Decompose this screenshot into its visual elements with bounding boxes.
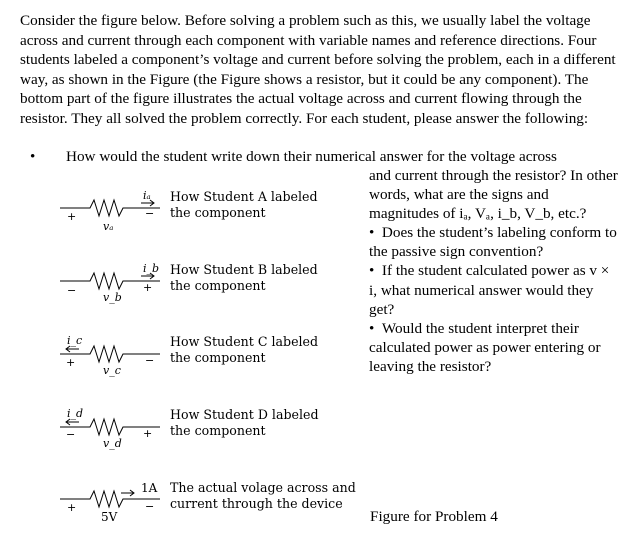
voltage-a: vₐ bbox=[103, 220, 114, 233]
circuit-actual-label: The actual volage across and current through the device bbox=[170, 480, 356, 511]
sign-a-right: − bbox=[145, 207, 155, 220]
circuit-c-label: How Student C labeled the component bbox=[170, 334, 319, 365]
question-rest: and current through the resistor? In other words, what are the signs and magnitudes of iₐ, Vₐ, i_b, V_b, etc.? bbox=[369, 167, 618, 223]
sub-bullet-1: • Does the student’s labeling conform to the passive sign convention? bbox=[369, 224, 617, 261]
voltage-actual: 5V bbox=[101, 510, 118, 524]
current-d: i_d bbox=[67, 407, 84, 420]
sub-bullet-2: • If the student calculated power as v × i, what numerical answer would they get? bbox=[369, 262, 610, 318]
current-c: i_c bbox=[67, 334, 83, 347]
circuit-b-label: How Student B labeled the component bbox=[170, 262, 318, 293]
intro-paragraph: Consider the figure below. Before solving a problem such as this, we usually label the voltage across and current through each component with variable names and reference directions. Four students labeled a component’s voltage and current before solving the problem, each in a different way, as shown in the Figure (the Figure shows a resistor, but it could be any component). The bottom part of the figure illustrates the actual voltage across and current flowing through the resistor. They all solved the problem correctly. For each student, please answer the following: bbox=[20, 12, 616, 127]
sign-b-right: + bbox=[143, 281, 153, 294]
current-a: iₐ bbox=[143, 189, 151, 202]
voltage-c: v_c bbox=[103, 364, 121, 377]
sign-c-left: + bbox=[66, 356, 76, 369]
sign-c-right: − bbox=[145, 354, 155, 367]
question-line-1: How would the student write down their numerical answer for the voltage across bbox=[66, 148, 557, 165]
main-bullet: • bbox=[30, 148, 36, 165]
sign-d-left: − bbox=[66, 428, 76, 441]
sign-d-right: + bbox=[143, 427, 153, 440]
sign-a-left: + bbox=[67, 210, 77, 223]
circuit-d-label: How Student D labeled the component bbox=[170, 407, 319, 438]
sign-actual-right: − bbox=[145, 500, 155, 513]
current-actual: 1A bbox=[141, 481, 158, 495]
sub-bullet-3: • Would the student interpret their calculated power as power entering or leaving the resistor? bbox=[369, 319, 601, 375]
sign-b-left: − bbox=[67, 284, 77, 297]
figure-caption: Figure for Problem 4 bbox=[370, 508, 498, 525]
voltage-d: v_d bbox=[103, 437, 122, 450]
sign-actual-left: + bbox=[67, 501, 77, 514]
circuit-a-label: How Student A labeled the component bbox=[170, 189, 318, 220]
current-b: i_b bbox=[143, 262, 160, 275]
voltage-b: v_b bbox=[103, 291, 122, 304]
